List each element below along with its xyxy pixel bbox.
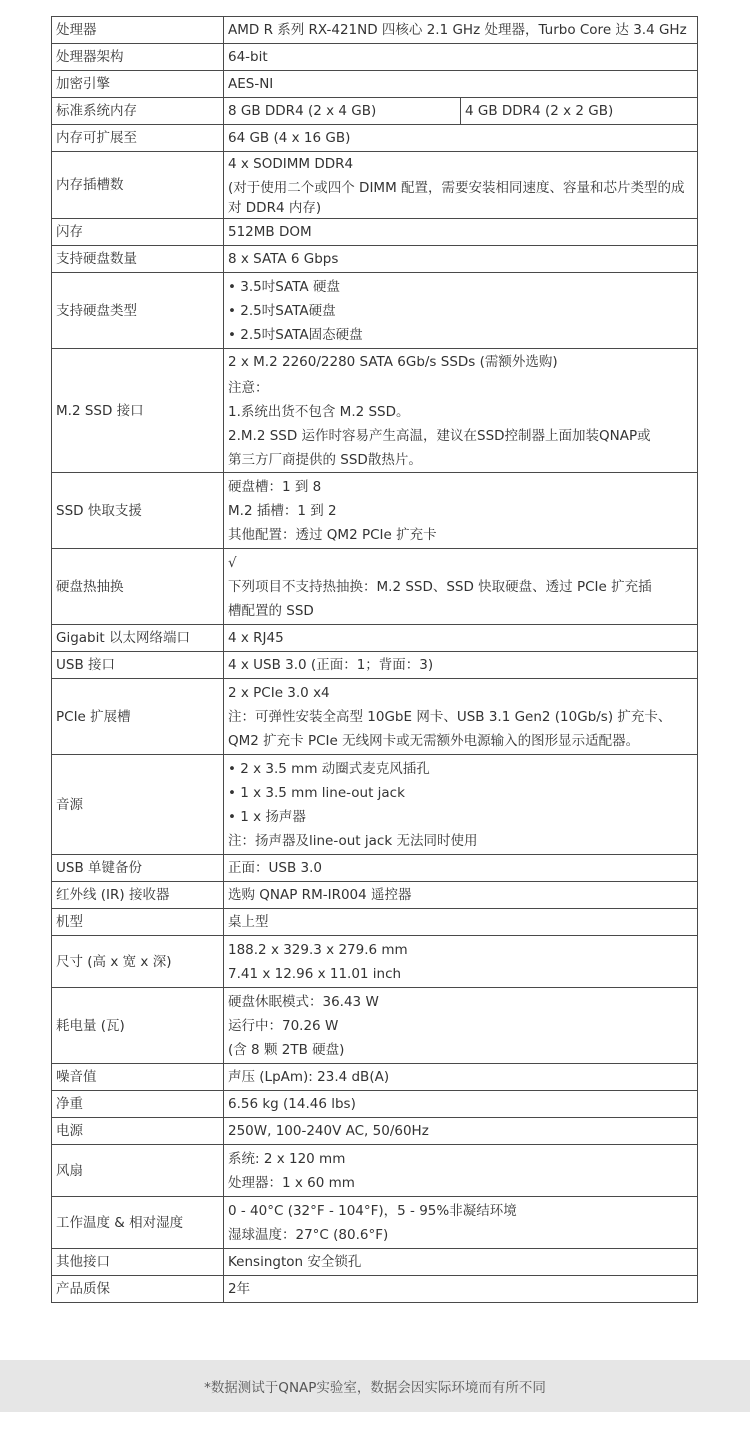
spec-value	[224, 855, 698, 882]
spec-value	[224, 1249, 698, 1276]
spec-value-line: 64 GB (4 x 16 GB)	[228, 130, 351, 146]
spec-value	[224, 219, 698, 246]
spec-row	[52, 1091, 698, 1118]
spec-row	[52, 1145, 698, 1197]
spec-label: 标准系统内存	[52, 98, 224, 125]
spec-label: 加密引擎	[52, 71, 224, 98]
spec-value-line: 桌上型	[228, 914, 269, 930]
spec-value-line: 注：可弹性安装全高型 10GbE 网卡、USB 3.1 Gen2 (10Gb/s) 扩充卡、	[228, 708, 672, 725]
spec-value	[224, 679, 698, 755]
spec-value	[224, 17, 698, 44]
spec-value-line: 处理器：1 x 60 mm	[228, 1174, 355, 1191]
spec-label: M.2 SSD 接口	[52, 349, 224, 473]
spec-value	[224, 1197, 698, 1249]
spec-value-line: 8 x SATA 6 Gbps	[228, 251, 339, 267]
spec-value-line: QM2 扩充卡 PCIe 无线网卡或无需额外电源输入的图形显示适配器。	[228, 732, 640, 749]
spec-row	[52, 71, 698, 98]
spec-value-line: 注意：	[228, 379, 269, 396]
spec-value-line: 系统: 2 x 120 mm	[228, 1150, 346, 1167]
spec-value-line: 2 x PCIe 3.0 x4	[228, 684, 330, 701]
spec-row	[52, 1197, 698, 1249]
spec-value-line: 第三方厂商提供的 SSD散热片。	[228, 451, 422, 468]
spec-value	[224, 909, 698, 936]
spec-value	[224, 152, 698, 219]
spec-sheet	[51, 16, 698, 1303]
spec-row	[52, 988, 698, 1064]
spec-value-line: • 3.5吋SATA 硬盘	[228, 278, 340, 295]
spec-value-line: 4 x SODIMM DDR4	[228, 156, 354, 172]
spec-value-line: • 2.5吋SATA硬盘	[228, 302, 336, 319]
spec-value-line: 槽配置的 SSD	[228, 602, 314, 619]
spec-label: SSD 快取支援	[52, 473, 224, 549]
spec-row	[52, 273, 698, 349]
spec-value	[224, 1064, 698, 1091]
spec-label: 净重	[52, 1091, 224, 1118]
spec-label: 风扇	[52, 1145, 224, 1197]
spec-label: 硬盘热抽换	[52, 549, 224, 625]
spec-value	[224, 549, 698, 625]
spec-label: 工作温度 & 相对湿度	[52, 1197, 224, 1249]
spec-label: 音源	[52, 755, 224, 855]
spec-value	[224, 1118, 698, 1145]
spec-label: Gigabit 以太网络端口	[52, 625, 224, 652]
spec-value-line: 硬盘休眠模式：36.43 W	[228, 993, 379, 1010]
spec-label: 内存插槽数	[52, 152, 224, 219]
spec-row	[52, 98, 698, 125]
spec-value-line: 188.2 x 329.3 x 279.6 mm	[228, 941, 408, 958]
spec-label: 闪存	[52, 219, 224, 246]
spec-row	[52, 652, 698, 679]
spec-value	[224, 125, 698, 152]
spec-row	[52, 1118, 698, 1145]
spec-value-line: 2 x M.2 2260/2280 SATA 6Gb/s SSDs (需额外选购)	[228, 353, 558, 370]
spec-label: USB 接口	[52, 652, 224, 679]
spec-row	[52, 1064, 698, 1091]
spec-table	[51, 16, 698, 1303]
spec-row	[52, 246, 698, 273]
spec-row	[52, 882, 698, 909]
spec-value	[224, 755, 698, 855]
spec-value-line: Kensington 安全锁孔	[228, 1254, 362, 1270]
spec-row	[52, 855, 698, 882]
spec-value-line: 512MB DOM	[228, 224, 312, 240]
spec-value	[224, 473, 698, 549]
spec-label: 产品质保	[52, 1276, 224, 1303]
spec-row	[52, 549, 698, 625]
spec-value	[224, 652, 698, 679]
spec-value-line: 硬盘槽：1 到 8	[228, 478, 322, 495]
spec-value-line: 4 x RJ45	[228, 630, 284, 646]
spec-row	[52, 1276, 698, 1303]
spec-value-line: AES-NI	[228, 76, 274, 92]
spec-value	[224, 625, 698, 652]
spec-label: 电源	[52, 1118, 224, 1145]
spec-label: 噪音值	[52, 1064, 224, 1091]
spec-row	[52, 679, 698, 755]
spec-value-line: 注：扬声器及line-out jack 无法同时使用	[228, 832, 478, 849]
spec-label: PCIe 扩展槽	[52, 679, 224, 755]
spec-value-line: AMD R 系列 RX-421ND 四核心 2.1 GHz 处理器，Turbo Core 达 3.4 GHz	[228, 22, 687, 38]
spec-row	[52, 1249, 698, 1276]
spec-value	[224, 246, 698, 273]
spec-value-line: 运行中：70.26 W	[228, 1017, 339, 1034]
spec-label: 处理器架构	[52, 44, 224, 71]
spec-value-line: 250W, 100-240V AC, 50/60Hz	[228, 1123, 429, 1139]
spec-row	[52, 473, 698, 549]
spec-value	[224, 1145, 698, 1197]
spec-value	[224, 882, 698, 909]
spec-label: 尺寸 (高 x 宽 x 深)	[52, 936, 224, 988]
spec-value-line: 声压 (LpAm): 23.4 dB(A)	[228, 1069, 390, 1085]
spec-row	[52, 909, 698, 936]
spec-label: 支持硬盘数量	[52, 246, 224, 273]
spec-value-line: 湿球温度：27°C (80.6°F)	[228, 1226, 389, 1243]
spec-row	[52, 755, 698, 855]
spec-row	[52, 936, 698, 988]
spec-value-line: 64-bit	[228, 49, 268, 65]
spec-value-line: • 2.5吋SATA固态硬盘	[228, 326, 363, 343]
spec-label: 红外线 (IR) 接收器	[52, 882, 224, 909]
spec-label: 耗电量 (瓦)	[52, 988, 224, 1064]
spec-row	[52, 349, 698, 473]
spec-value	[224, 1091, 698, 1118]
spec-value	[224, 1276, 698, 1303]
spec-value	[224, 71, 698, 98]
spec-value-line: 1.系统出货不包含 M.2 SSD。	[228, 403, 410, 420]
spec-value	[224, 349, 698, 473]
spec-value-line: 选购 QNAP RM-IR004 遥控器	[228, 887, 412, 903]
footnote-text: *数据测试于QNAP实验室，数据会因实际环境而有所不同	[204, 1380, 546, 1396]
spec-row	[52, 625, 698, 652]
spec-value-line: 2.M.2 SSD 运作时容易产生高温，建议在SSD控制器上面加装QNAP或	[228, 427, 651, 444]
spec-value-line: • 1 x 3.5 mm line-out jack	[228, 784, 405, 801]
spec-value-line: 其他配置：透过 QM2 PCIe 扩充卡	[228, 526, 437, 543]
spec-value-line: √	[228, 554, 237, 571]
spec-value-line: 0 - 40°C (32°F - 104°F)，5 - 95%非凝结环境	[228, 1202, 517, 1219]
spec-value-line: 正面：USB 3.0	[228, 860, 322, 876]
spec-value-line: 下列项目不支持热抽换：M.2 SSD、SSD 快取硬盘、透过 PCIe 扩充插	[228, 578, 652, 595]
spec-label: USB 单键备份	[52, 855, 224, 882]
spec-label: 支持硬盘类型	[52, 273, 224, 349]
spec-row	[52, 17, 698, 44]
spec-value	[224, 44, 698, 71]
spec-value-line: M.2 插槽：1 到 2	[228, 502, 337, 519]
spec-value-line: (对于使用二个或四个 DIMM 配置，需要安装相同速度、容量和芯片类型的成对 DDR4 内存)	[228, 180, 685, 216]
spec-table-body	[52, 17, 698, 1303]
spec-value: 4 GB DDR4 (2 x 2 GB)	[461, 98, 698, 125]
spec-label: 处理器	[52, 17, 224, 44]
spec-value-line: • 2 x 3.5 mm 动圈式麦克风插孔	[228, 760, 430, 777]
spec-value: 8 GB DDR4 (2 x 4 GB)	[224, 98, 461, 125]
spec-value	[224, 273, 698, 349]
spec-label: 其他接口	[52, 1249, 224, 1276]
spec-value-line: • 1 x 扬声器	[228, 808, 306, 825]
spec-row	[52, 125, 698, 152]
spec-value	[224, 988, 698, 1064]
spec-value-line: (含 8 颗 2TB 硬盘)	[228, 1041, 345, 1058]
footnote	[0, 1360, 750, 1412]
spec-value-line: 2年	[228, 1281, 251, 1297]
spec-label: 机型	[52, 909, 224, 936]
spec-value-line: 7.41 x 12.96 x 11.01 inch	[228, 965, 402, 982]
spec-row	[52, 152, 698, 219]
spec-label: 内存可扩展至	[52, 125, 224, 152]
spec-value	[224, 936, 698, 988]
spec-value-line: 6.56 kg (14.46 lbs)	[228, 1096, 356, 1112]
spec-value-line: 4 x USB 3.0 (正面：1；背面：3)	[228, 657, 434, 673]
spec-row	[52, 44, 698, 71]
spec-row	[52, 219, 698, 246]
